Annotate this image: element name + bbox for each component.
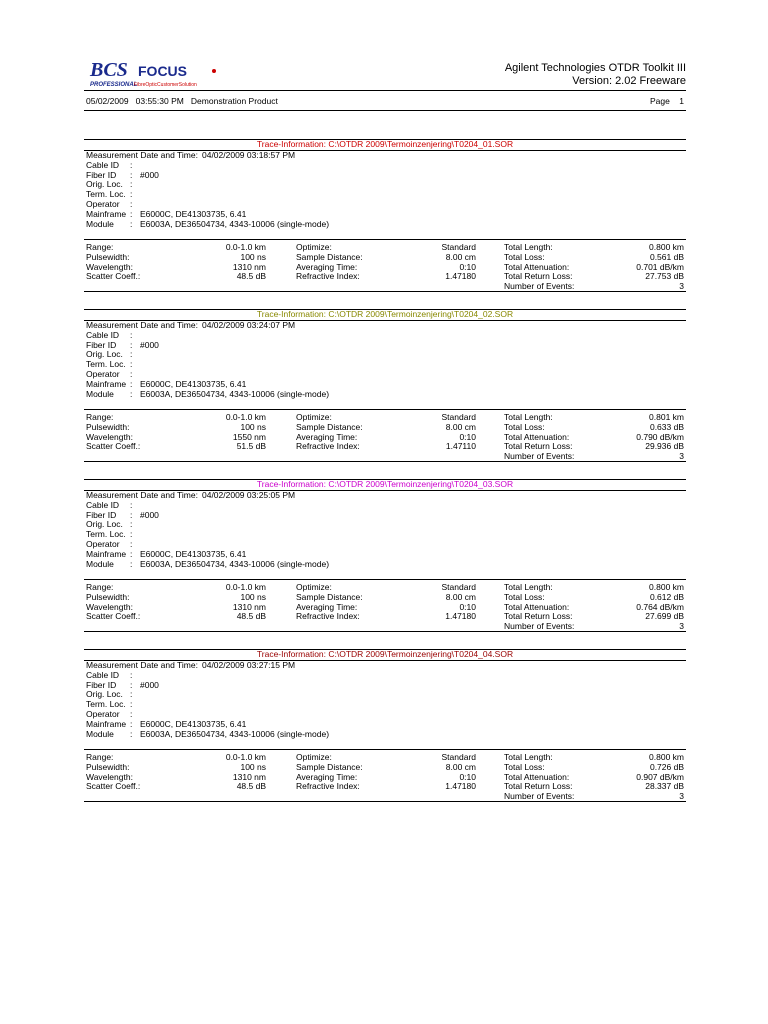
cable-id-row: Cable ID : xyxy=(86,159,133,170)
optimize-label: Optimize: xyxy=(296,242,332,252)
measurement-value: 04/02/2009 03:18:57 PM xyxy=(201,150,296,160)
wavelength-label: Wavelength: xyxy=(86,601,133,612)
refractive-index-label: Refractive Index: xyxy=(296,781,360,792)
fiber-id-row: Fiber ID : #000 xyxy=(86,679,159,690)
number-of-events-label: Number of Events: xyxy=(504,791,575,802)
total-loss-label: Total Loss: xyxy=(504,421,545,432)
range-label: Range: xyxy=(86,412,114,422)
total-attenuation-label: Total Attenuation: xyxy=(504,261,570,272)
fiber-id-value: #000 xyxy=(140,679,159,690)
scatter-value: 48.5 dB xyxy=(236,611,266,622)
trace-sep-line xyxy=(84,579,686,580)
averaging-time-value: 0:10 xyxy=(459,261,476,272)
optimize-label: Optimize: xyxy=(296,412,332,422)
total-length-value: 0.800 km xyxy=(649,752,684,762)
sample-distance-value: 8.00 cm xyxy=(445,251,476,262)
number-of-events-value: 3 xyxy=(679,621,684,632)
sample-distance-value: 8.00 cm xyxy=(445,591,476,602)
pulsewidth-value: 100 ns xyxy=(240,251,266,262)
measurement-label: Measurement Date and Time: xyxy=(86,490,198,500)
trace-params xyxy=(86,243,684,292)
averaging-time-label: Averaging Time: xyxy=(296,261,358,272)
total-return-loss-value: 29.936 dB xyxy=(645,441,684,452)
orig-loc-row: Orig. Loc. : xyxy=(86,689,133,700)
params-row xyxy=(86,773,684,783)
term-loc-row: Term. Loc. : xyxy=(86,529,133,540)
params-row xyxy=(86,243,684,253)
operator-row: Operator : xyxy=(86,198,133,209)
mainframe-value: E6000C, DE41303735, 6.41 xyxy=(140,718,247,729)
trace-sep-line xyxy=(84,239,686,240)
params-row xyxy=(86,433,684,443)
sample-distance-label: Sample Distance: xyxy=(296,591,363,602)
orig-loc-row: Orig. Loc. : xyxy=(86,349,133,360)
total-attenuation-label: Total Attenuation: xyxy=(504,771,570,782)
total-attenuation-value: 0.764 dB/km xyxy=(636,601,684,612)
wavelength-value: 1310 nm xyxy=(232,601,266,612)
trace-title: Trace-Information: C:\OTDR 2009\Termoinzenjering\T0204_03.SOR xyxy=(256,479,514,489)
optimize-value: Standard xyxy=(441,752,476,762)
total-loss-label: Total Loss: xyxy=(504,591,545,602)
wavelength-label: Wavelength: xyxy=(86,771,133,782)
params-row xyxy=(86,753,684,763)
trace-bottom-line xyxy=(84,291,686,292)
fiber-id-row: Fiber ID : #000 xyxy=(86,509,159,520)
total-loss-label: Total Loss: xyxy=(504,761,545,772)
module-row: Module : E6003A, DE36504734, 4343-10006 (single-mode) xyxy=(86,558,330,569)
module-label: Module xyxy=(86,388,114,399)
total-return-loss-label: Total Return Loss: xyxy=(504,611,573,622)
optimize-label: Optimize: xyxy=(296,582,332,592)
page-label: Page xyxy=(649,96,670,106)
sample-distance-label: Sample Distance: xyxy=(296,761,363,772)
mainframe-label: Mainframe xyxy=(86,378,127,389)
product-label: Demonstration Product xyxy=(190,96,278,106)
report-header xyxy=(84,56,686,92)
logo-dot xyxy=(212,69,216,73)
range-value: 0.0-1.0 km xyxy=(225,582,266,592)
trace-block-3 xyxy=(84,479,686,632)
cable-id-label: Cable ID xyxy=(86,669,120,680)
mainframe-row: Mainframe : E6000C, DE41303735, 6.41 xyxy=(86,208,247,219)
mainframe-label: Mainframe xyxy=(86,548,127,559)
mainframe-row: Mainframe : E6000C, DE41303735, 6.41 xyxy=(86,718,247,729)
term-loc-row: Term. Loc. : xyxy=(86,699,133,710)
refractive-index-value: 1.47180 xyxy=(445,271,476,282)
term-loc-label: Term. Loc. xyxy=(86,529,126,540)
module-value: E6003A, DE36504734, 4343-10006 (single-mode) xyxy=(140,558,330,569)
scatter-value: 48.5 dB xyxy=(236,271,266,282)
trace-params xyxy=(86,583,684,632)
app-title: Agilent Technologies OTDR Toolkit III xyxy=(504,62,686,74)
sample-distance-label: Sample Distance: xyxy=(296,251,363,262)
operator-label: Operator xyxy=(86,538,120,549)
total-attenuation-value: 0.907 dB/km xyxy=(636,771,684,782)
optimize-value: Standard xyxy=(441,242,476,252)
orig-loc-label: Orig. Loc. xyxy=(86,179,123,190)
averaging-time-value: 0:10 xyxy=(459,601,476,612)
page-number: 1 xyxy=(679,96,684,106)
total-return-loss-label: Total Return Loss: xyxy=(504,441,573,452)
refractive-index-label: Refractive Index: xyxy=(296,271,360,282)
total-attenuation-value: 0.701 dB/km xyxy=(636,261,684,272)
mainframe-row: Mainframe : E6000C, DE41303735, 6.41 xyxy=(86,548,247,559)
trace-info xyxy=(86,150,330,229)
orig-loc-label: Orig. Loc. xyxy=(86,689,123,700)
params-row xyxy=(86,413,684,423)
pulsewidth-value: 100 ns xyxy=(240,421,266,432)
refractive-index-value: 1.47180 xyxy=(445,611,476,622)
wavelength-value: 1310 nm xyxy=(232,771,266,782)
fiber-id-row: Fiber ID : #000 xyxy=(86,169,159,180)
trace-sep-line xyxy=(84,749,686,750)
total-attenuation-label: Total Attenuation: xyxy=(504,601,570,612)
term-loc-label: Term. Loc. xyxy=(86,359,126,370)
sample-distance-value: 8.00 cm xyxy=(445,761,476,772)
params-row xyxy=(86,593,684,603)
fiber-id-value: #000 xyxy=(140,169,159,180)
fiber-id-row: Fiber ID : #000 xyxy=(86,339,159,350)
header-rule xyxy=(84,90,686,91)
total-loss-value: 0.726 dB xyxy=(649,761,684,772)
total-return-loss-value: 28.337 dB xyxy=(645,781,684,792)
cable-id-label: Cable ID xyxy=(86,159,120,170)
scatter-label: Scatter Coeff.: xyxy=(86,441,141,452)
optimize-label: Optimize: xyxy=(296,752,332,762)
refractive-index-value: 1.47180 xyxy=(445,781,476,792)
fiber-id-label: Fiber ID xyxy=(86,339,117,350)
pulsewidth-label: Pulsewidth: xyxy=(86,591,130,602)
cable-id-row: Cable ID : xyxy=(86,499,133,510)
total-return-loss-label: Total Return Loss: xyxy=(504,781,573,792)
range-label: Range: xyxy=(86,582,114,592)
trace-bottom-line xyxy=(84,631,686,632)
operator-label: Operator xyxy=(86,368,120,379)
total-length-value: 0.800 km xyxy=(649,242,684,252)
scatter-label: Scatter Coeff.: xyxy=(86,271,141,282)
total-length-value: 0.801 km xyxy=(649,412,684,422)
total-attenuation-value: 0.790 dB/km xyxy=(636,431,684,442)
pulsewidth-value: 100 ns xyxy=(240,591,266,602)
app-version: Version: 2.02 Freeware xyxy=(572,75,686,87)
app-info xyxy=(505,62,686,88)
term-loc-label: Term. Loc. xyxy=(86,699,126,710)
trace-title: Trace-Information: C:\OTDR 2009\Termoinzenjering\T0204_01.SOR xyxy=(256,139,514,149)
module-value: E6003A, DE36504734, 4343-10006 (single-mode) xyxy=(140,218,330,229)
print-datetime: 05/02/2009 03:55:30 PM xyxy=(86,96,184,106)
total-attenuation-label: Total Attenuation: xyxy=(504,431,570,442)
params-row xyxy=(86,603,684,613)
params-row xyxy=(86,423,684,433)
operator-label: Operator xyxy=(86,198,120,209)
measurement-value: 04/02/2009 03:25:05 PM xyxy=(201,490,296,500)
total-return-loss-value: 27.753 dB xyxy=(645,271,684,282)
module-row: Module : E6003A, DE36504734, 4343-10006 (single-mode) xyxy=(86,218,330,229)
trace-info xyxy=(86,320,330,399)
number-of-events-value: 3 xyxy=(679,281,684,292)
module-row: Module : E6003A, DE36504734, 4343-10006 (single-mode) xyxy=(86,728,330,739)
total-loss-value: 0.612 dB xyxy=(649,591,684,602)
number-of-events-label: Number of Events: xyxy=(504,451,575,462)
logo-tagline: FibreOpticCustomerSolution xyxy=(134,82,197,88)
orig-loc-label: Orig. Loc. xyxy=(86,519,123,530)
averaging-time-value: 0:10 xyxy=(459,431,476,442)
measurement-label: Measurement Date and Time: xyxy=(86,150,198,160)
total-length-label: Total Length: xyxy=(504,752,553,762)
wavelength-value: 1310 nm xyxy=(232,261,266,272)
mainframe-value: E6000C, DE41303735, 6.41 xyxy=(140,548,247,559)
scatter-value: 48.5 dB xyxy=(236,781,266,792)
cable-id-row: Cable ID : xyxy=(86,329,133,340)
sample-distance-value: 8.00 cm xyxy=(445,421,476,432)
mainframe-label: Mainframe xyxy=(86,208,127,219)
params-row xyxy=(86,442,684,452)
params-row xyxy=(86,583,684,593)
range-value: 0.0-1.0 km xyxy=(225,752,266,762)
number-of-events-label: Number of Events: xyxy=(504,281,575,292)
logo-sub: PROFESSIONAL xyxy=(90,82,138,88)
fiber-id-label: Fiber ID xyxy=(86,679,117,690)
number-of-events-value: 3 xyxy=(679,791,684,802)
total-length-value: 0.800 km xyxy=(649,582,684,592)
range-label: Range: xyxy=(86,752,114,762)
module-label: Module xyxy=(86,558,114,569)
total-loss-label: Total Loss: xyxy=(504,251,545,262)
refractive-index-label: Refractive Index: xyxy=(296,441,360,452)
mainframe-label: Mainframe xyxy=(86,718,127,729)
averaging-time-label: Averaging Time: xyxy=(296,431,358,442)
total-length-label: Total Length: xyxy=(504,582,553,592)
logo-brand: BCS xyxy=(90,59,128,81)
trace-bottom-line xyxy=(84,461,686,462)
mainframe-value: E6000C, DE41303735, 6.41 xyxy=(140,208,247,219)
operator-row: Operator : xyxy=(86,368,133,379)
refractive-index-value: 1.47110 xyxy=(445,441,476,452)
term-loc-row: Term. Loc. : xyxy=(86,359,133,370)
logo-word: FOCUS xyxy=(138,63,187,79)
params-row xyxy=(86,272,684,282)
params-row xyxy=(86,763,684,773)
trace-title: Trace-Information: C:\OTDR 2009\Termoinzenjering\T0204_02.SOR xyxy=(256,309,514,319)
range-value: 0.0-1.0 km xyxy=(225,412,266,422)
measurement-value: 04/02/2009 03:27:15 PM xyxy=(201,660,296,670)
scatter-label: Scatter Coeff.: xyxy=(86,611,141,622)
params-row xyxy=(86,263,684,273)
cable-id-label: Cable ID xyxy=(86,329,120,340)
averaging-time-value: 0:10 xyxy=(459,771,476,782)
bcs-focus-logo xyxy=(84,56,254,90)
module-row: Module : E6003A, DE36504734, 4343-10006 (single-mode) xyxy=(86,388,330,399)
trace-block-4 xyxy=(84,649,686,802)
total-loss-value: 0.561 dB xyxy=(649,251,684,262)
module-label: Module xyxy=(86,218,114,229)
total-length-label: Total Length: xyxy=(504,412,553,422)
number-of-events-label: Number of Events: xyxy=(504,621,575,632)
params-row xyxy=(86,782,684,792)
operator-label: Operator xyxy=(86,708,120,719)
trace-info xyxy=(86,490,330,569)
scatter-value: 51.5 dB xyxy=(236,441,266,452)
optimize-value: Standard xyxy=(441,412,476,422)
pulsewidth-label: Pulsewidth: xyxy=(86,251,130,262)
module-value: E6003A, DE36504734, 4343-10006 (single-mode) xyxy=(140,388,330,399)
cable-id-label: Cable ID xyxy=(86,499,120,510)
mainframe-value: E6000C, DE41303735, 6.41 xyxy=(140,378,247,389)
averaging-time-label: Averaging Time: xyxy=(296,771,358,782)
total-length-label: Total Length: xyxy=(504,242,553,252)
measurement-value: 04/02/2009 03:24:07 PM xyxy=(201,320,296,330)
meta-rule xyxy=(84,110,686,111)
pulsewidth-label: Pulsewidth: xyxy=(86,421,130,432)
fiber-id-label: Fiber ID xyxy=(86,509,117,520)
wavelength-value: 1550 nm xyxy=(232,431,266,442)
cable-id-row: Cable ID : xyxy=(86,669,133,680)
mainframe-row: Mainframe : E6000C, DE41303735, 6.41 xyxy=(86,378,247,389)
range-label: Range: xyxy=(86,242,114,252)
trace-title: Trace-Information: C:\OTDR 2009\Termoinzenjering\T0204_04.SOR xyxy=(256,649,514,659)
trace-info xyxy=(86,660,330,739)
total-loss-value: 0.633 dB xyxy=(649,421,684,432)
operator-row: Operator : xyxy=(86,708,133,719)
orig-loc-row: Orig. Loc. : xyxy=(86,519,133,530)
term-loc-label: Term. Loc. xyxy=(86,189,126,200)
measurement-label: Measurement Date and Time: xyxy=(86,660,198,670)
trace-block-1 xyxy=(84,139,686,292)
trace-params xyxy=(86,753,684,802)
refractive-index-label: Refractive Index: xyxy=(296,611,360,622)
fiber-id-label: Fiber ID xyxy=(86,169,117,180)
sample-distance-label: Sample Distance: xyxy=(296,421,363,432)
trace-block-2 xyxy=(84,309,686,462)
fiber-id-value: #000 xyxy=(140,339,159,350)
module-label: Module xyxy=(86,728,114,739)
total-return-loss-label: Total Return Loss: xyxy=(504,271,573,282)
trace-sep-line xyxy=(84,409,686,410)
trace-bottom-line xyxy=(84,801,686,802)
pulsewidth-value: 100 ns xyxy=(240,761,266,772)
params-row xyxy=(86,612,684,622)
range-value: 0.0-1.0 km xyxy=(225,242,266,252)
module-value: E6003A, DE36504734, 4343-10006 (single-mode) xyxy=(140,728,330,739)
wavelength-label: Wavelength: xyxy=(86,261,133,272)
fiber-id-value: #000 xyxy=(140,509,159,520)
orig-loc-label: Orig. Loc. xyxy=(86,349,123,360)
orig-loc-row: Orig. Loc. : xyxy=(86,179,133,190)
scatter-label: Scatter Coeff.: xyxy=(86,781,141,792)
trace-params xyxy=(86,413,684,462)
term-loc-row: Term. Loc. : xyxy=(86,189,133,200)
number-of-events-value: 3 xyxy=(679,451,684,462)
total-return-loss-value: 27.699 dB xyxy=(645,611,684,622)
params-row xyxy=(86,253,684,263)
optimize-value: Standard xyxy=(441,582,476,592)
wavelength-label: Wavelength: xyxy=(86,431,133,442)
measurement-label: Measurement Date and Time: xyxy=(86,320,198,330)
averaging-time-label: Averaging Time: xyxy=(296,601,358,612)
pulsewidth-label: Pulsewidth: xyxy=(86,761,130,772)
operator-row: Operator : xyxy=(86,538,133,549)
